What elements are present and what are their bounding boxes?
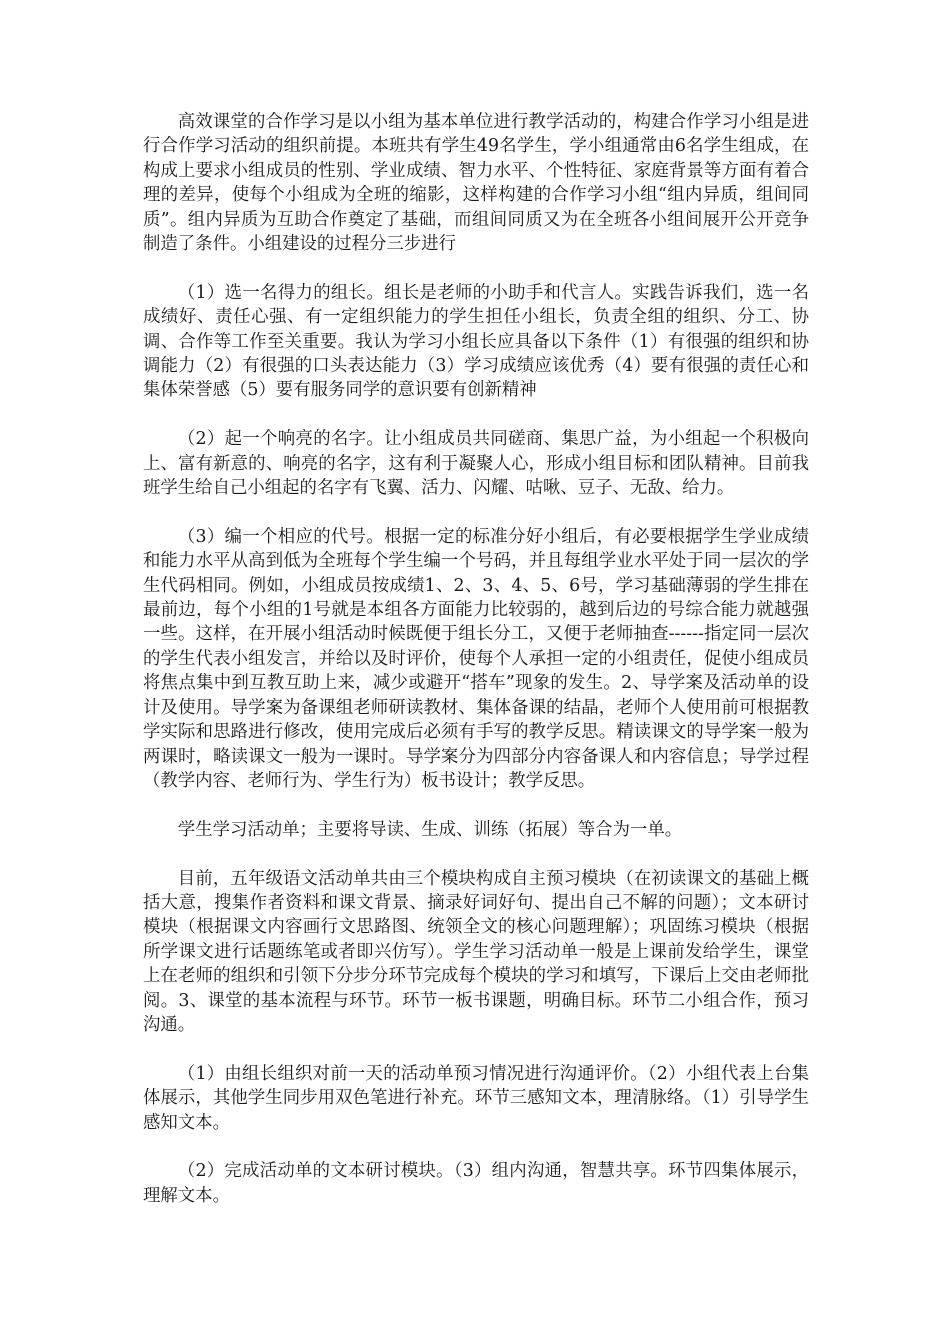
- paragraph-code: （3）编一个相应的代号。根据一定的标准分好小组后，有必要根据学生学业成绩和能力水平从高到低为全班每个学生编一个号码，并且每组学业水平处于同一层次的学生代码相同。例如，小组成员按成绩1、2、3、4、5、6号，学习基础薄弱的学生排在最前边，每个小组的1号就是本组各方面能力比较弱的，越到后边的号综合能力就越强一些。这样，在开展小组活动时候既便于组长分工，又便于老师抽查------指定同一层次的学生代表小组发言，并给以及时评价，使每个人承担一定的小组责任，促使小组成员将焦点集中到互教互助上来，减少或避开“搭车”现象的发生。2、导学案及活动单的设计及使用。导学案为备课组老师研读教材、集体备课的结晶，老师个人使用前可根据教学实际和思路进行修改，使用完成后必须有手写的教学反思。精读课文的导学案一般为两课时，略读课文一般为一课时。导学案分为四部分内容备课人和内容信息；导学过程（教学内容、老师行为、学生行为）板书设计；教学反思。: [143, 526, 809, 791]
- paragraph-modules: 目前，五年级语文活动单共由三个模块构成自主预习模块（在初读课文的基础上概括大意，搜集作者资料和课文背景、摘录好词好句、提出自己不解的问题）；文本研讨模块（根据课文内容画行文思路图、统领全文的核心问题理解）；巩固练习模块（根据所学课文进行话题练笔或者即兴仿写）。学生学习活动单一般是上课前发给学生，课堂上在老师的组织和引领下分步分环节完成每个模块的学习和填写，下课后上交由老师批阅。3、课堂的基本流程与环节。环节一板书课题，明确目标。环节二小组合作，预习沟通。: [143, 868, 809, 1035]
- paragraph-activity-sheet: 学生学习活动单；主要将导读、生成、训练（拓展）等合为一单。: [177, 819, 683, 840]
- paragraph-leader: （1）选一名得力的组长。组长是老师的小助手和代言人。实践告诉我们，选一名成绩好、责任心强、有一定组织能力的学生担任小组长，负责全组的组织、分工、协调、合作等工作至关重要。我认为学习小组长应具备以下条件（1）有很强的组织和协调能力（2）有很强的口头表达能力（3）学习成绩应该优秀（4）要有很强的责任心和集体荣誉感（5）要有服务同学的意识要有创新精神: [143, 282, 809, 401]
- paragraph-intro: 高效课堂的合作学习是以小组为基本单位进行教学活动的，构建合作学习小组是进行合作学习活动的组织前提。本班共有学生49名学生，学小组通常由6名学生组成，在构成上要求小组成员的性别、学业成绩、智力水平、个性特征、家庭背景等方面有着合理的差异，使每个小组成为全班的缩影，这样构建的合作学习小组“组内异质，组间同质”。组内异质为互助合作奠定了基础，而组间同质又为在全班各小组间展开公开竞争制造了条件。小组建设的过程分三步进行: [143, 112, 809, 255]
- paragraph-name: （2）起一个响亮的名字。让小组成员共同磋商、集思广益，为小组起一个积极向上、富有新意的、响亮的名字，这有利于凝聚人心，形成小组目标和团队精神。目前我班学生给自己小组起的名字有飞翼、活力、闪耀、咕啾、豆子、无敌、给力。: [143, 429, 809, 499]
- paragraph-step-two: （2）完成活动单的文本研讨模块。（3）组内沟通，智慧共享。环节四集体展示，理解文本。: [143, 1161, 809, 1206]
- paragraph-step-one: （1）由组长组织对前一天的活动单预习情况进行沟通评价。（2）小组代表上台集体展示，其他学生同步用双色笔进行补充。环节三感知文本，理清脉络。（1）引导学生感知文本。: [143, 1063, 809, 1133]
- document-body: [143, 110, 809, 1233]
